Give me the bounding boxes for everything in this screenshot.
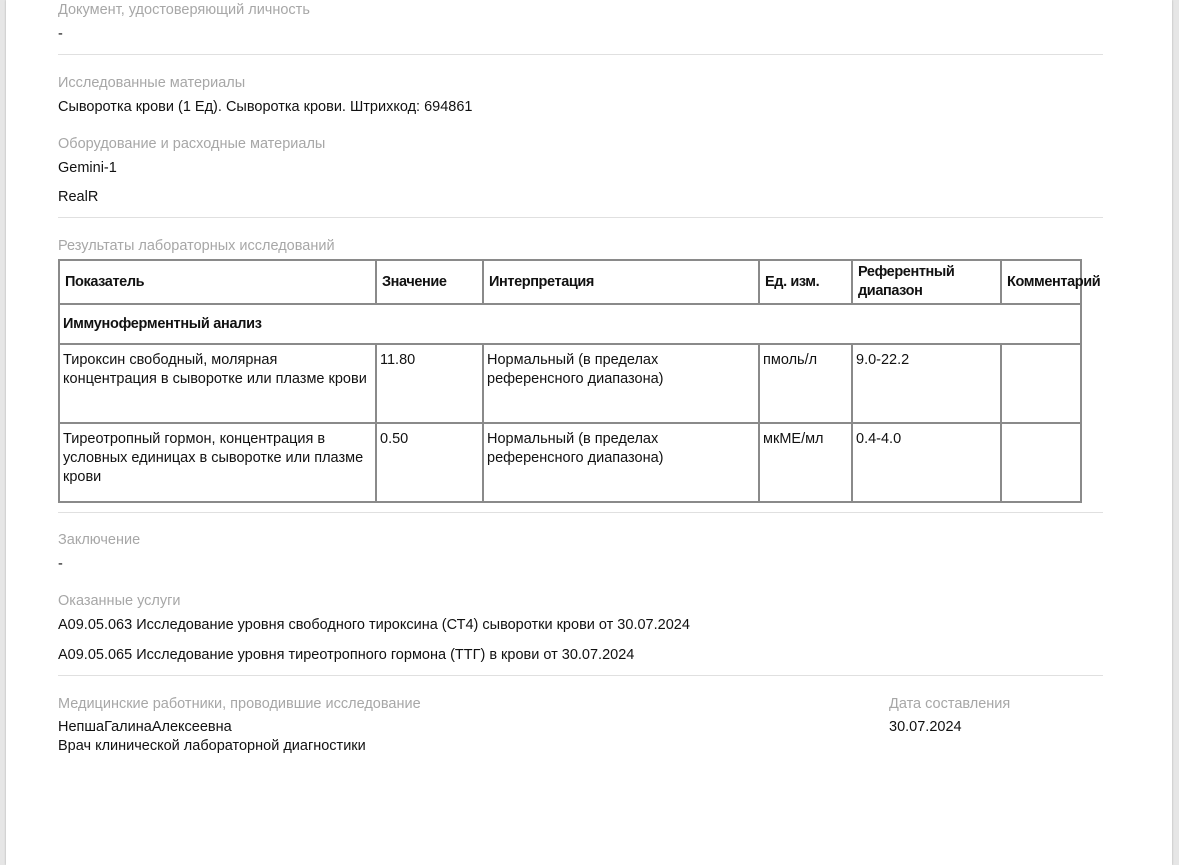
table-row — [59, 423, 1081, 502]
column-header: Комментарий — [1001, 260, 1081, 304]
group-title: Иммуноферментный анализ — [59, 304, 1081, 344]
divider — [58, 217, 1103, 218]
indicator-interpretation: Нормальный (в пределах референсного диапазона) — [483, 423, 759, 502]
staff-label: Медицинские работники, проводившие исследование — [58, 696, 421, 712]
column-header: Показатель — [59, 260, 376, 304]
divider — [58, 54, 1103, 55]
indicator-name: Тиреотропный гормон, концентрация в условных единицах в сыворотке или плазме крови — [59, 423, 376, 502]
indicator-comment — [1001, 423, 1081, 502]
indicator-range: 9.0-22.2 — [852, 344, 1001, 423]
indicator-range: 0.4-4.0 — [852, 423, 1001, 502]
materials-label: Исследованные материалы — [58, 75, 246, 91]
service-item: A09.05.063 Исследование уровня свободного тироксина (СТ4) сыворотки крови от 30.07.2024 — [58, 617, 690, 633]
identity-doc-value: - — [58, 26, 63, 42]
conclusion-value: - — [58, 556, 63, 572]
staff-name: НепшаГалинаАлексеевна — [58, 719, 232, 735]
date-label: Дата составления — [889, 696, 1011, 712]
indicator-value: 11.80 — [376, 344, 483, 423]
column-header: Ед. изм. — [759, 260, 852, 304]
staff-position: Врач клинической лабораторной диагностики — [58, 738, 366, 754]
document-page — [6, 0, 1172, 865]
table-header-row — [59, 260, 1081, 304]
materials-value: Сыворотка крови (1 Ед). Сыворотка крови. Штрихкод: 694861 — [58, 99, 473, 115]
column-header: Значение — [376, 260, 483, 304]
indicator-unit: пмоль/л — [759, 344, 852, 423]
indicator-interpretation: Нормальный (в пределах референсного диапазона) — [483, 344, 759, 423]
conclusion-label: Заключение — [58, 532, 141, 548]
equipment-item: RealR — [58, 189, 99, 205]
divider — [58, 675, 1103, 676]
column-header: Интерпретация — [483, 260, 759, 304]
indicator-unit: мкМЕ/мл — [759, 423, 852, 502]
equipment-label: Оборудование и расходные материалы — [58, 136, 326, 152]
equipment-item: Gemini-1 — [58, 160, 117, 176]
column-header: Референтный диапазон — [852, 260, 1001, 304]
results-table — [58, 259, 1101, 503]
table-group-row — [59, 304, 1081, 344]
indicator-value: 0.50 — [376, 423, 483, 502]
indicator-comment — [1001, 344, 1081, 423]
services-label: Оказанные услуги — [58, 593, 181, 609]
table-row — [59, 344, 1081, 423]
indicator-name: Тироксин свободный, молярная концентрация в сыворотке или плазме крови — [59, 344, 376, 423]
results-label: Результаты лабораторных исследований — [58, 238, 335, 254]
identity-doc-label: Документ, удостоверяющий личность — [58, 2, 310, 18]
date-value: 30.07.2024 — [889, 719, 962, 735]
divider — [58, 512, 1103, 513]
service-item: A09.05.065 Исследование уровня тиреотропного гормона (ТТГ) в крови от 30.07.2024 — [58, 647, 635, 663]
